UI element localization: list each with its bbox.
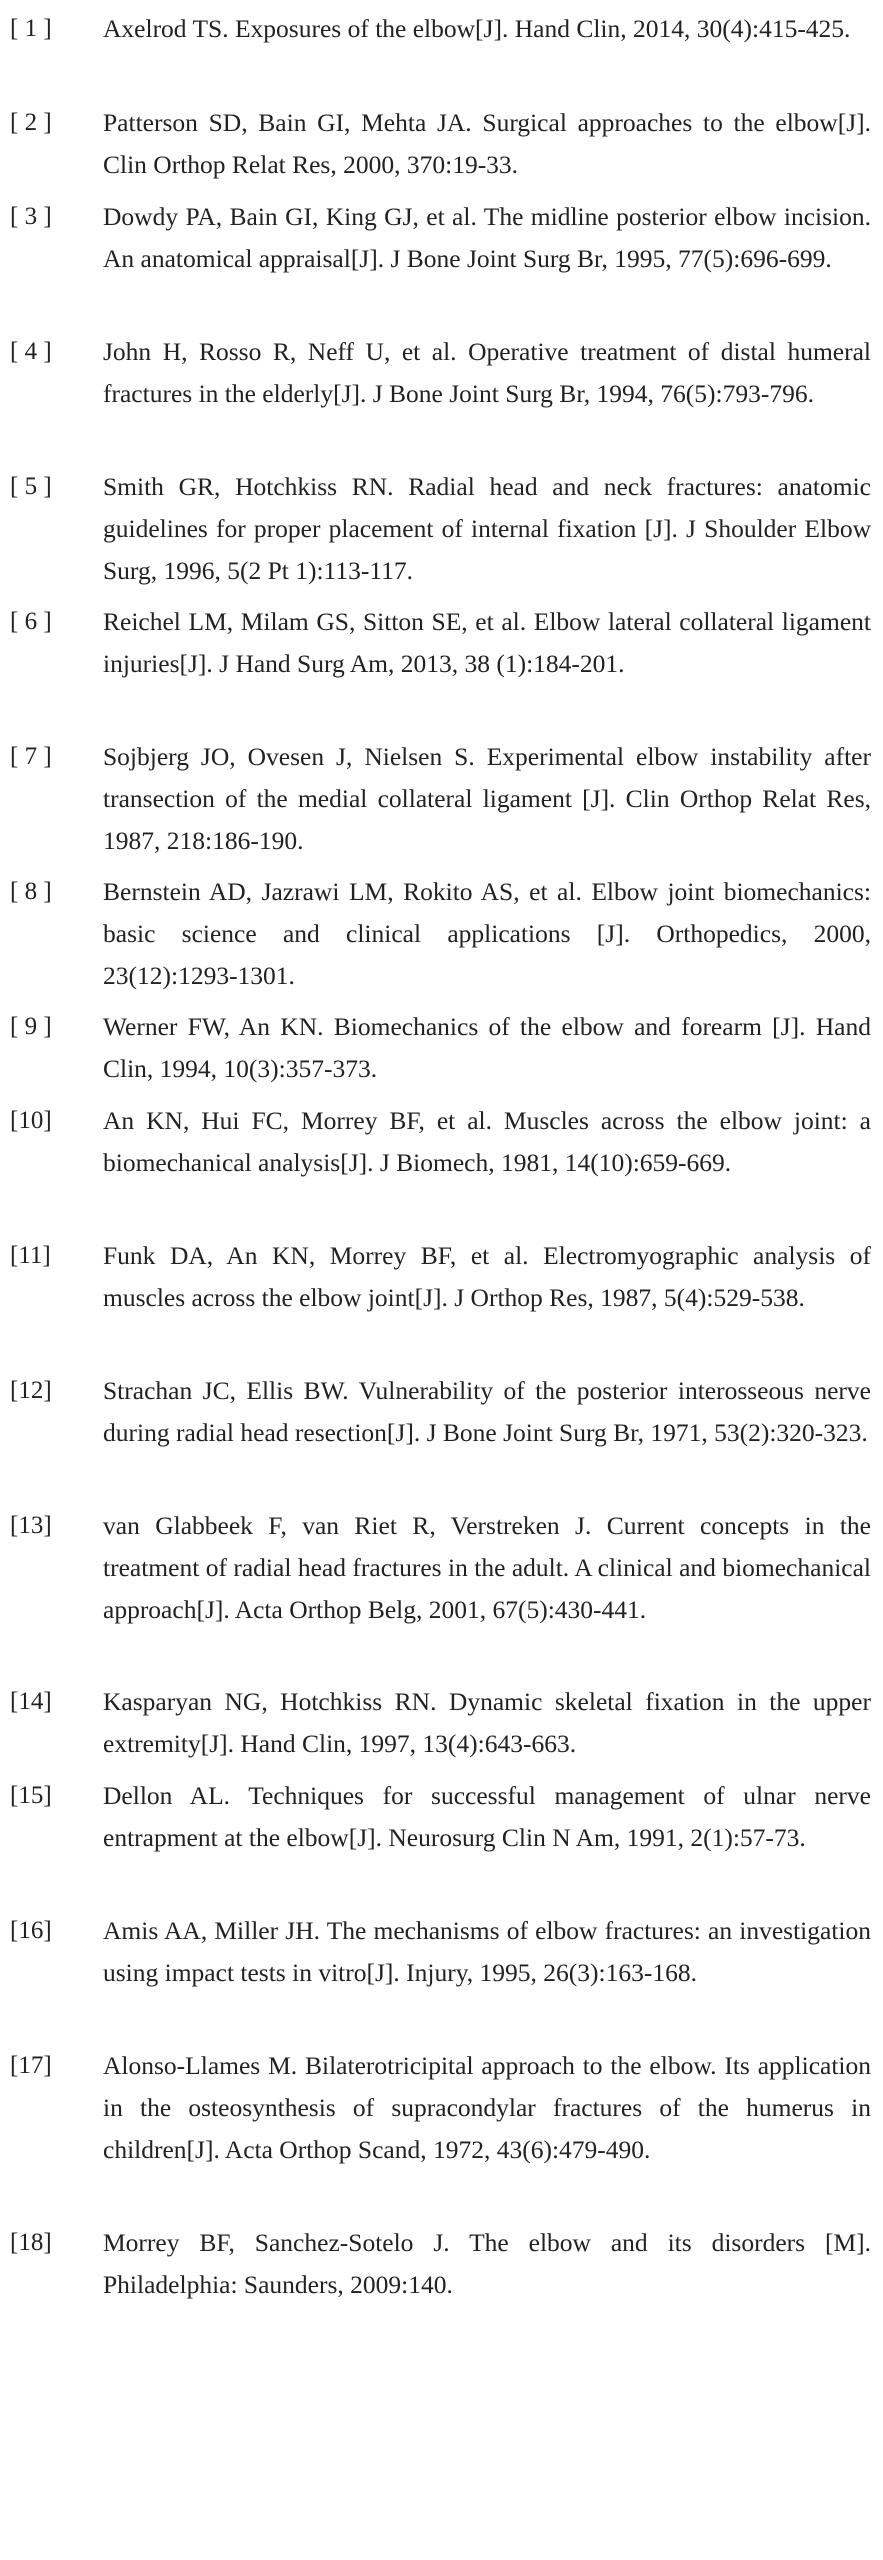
reference-number: [15]: [10, 1782, 52, 1809]
reference-number: [ 8 ]: [10, 878, 52, 905]
reference-number: [ 9 ]: [10, 1013, 52, 1040]
reference-text: Bernstein AD, Jazrawi LM, Rokito AS, et al. Elbow joint biomechanics: basic science and clinical applications [J]. Orthopedics, 2000, 23(12):1293-1301.: [103, 877, 871, 990]
reference-number: [17]: [10, 2052, 52, 2079]
reference-number: [16]: [10, 1917, 52, 1944]
reference-text: Patterson SD, Bain GI, Mehta JA. Surgical approaches to the elbow[J]. Clin Orthop Relat Res, 2000, 370:19-33.: [103, 108, 871, 179]
reference-text: Smith GR, Hotchkiss RN. Radial head and neck fractures: anatomic guidelines for proper placement of internal fixation [J]. J Shoulder Elbow Surg, 1996, 5(2 Pt 1):113-117.: [103, 472, 871, 585]
reference-text: Alonso-Llames M. Bilaterotricipital approach to the elbow. Its application in the osteosynthesis of supracondylar fractures of the humerus in children[J]. Acta Orthop Scand, 1972, 43(6):479-490.: [103, 2051, 871, 2164]
reference-text: Sojbjerg JO, Ovesen J, Nielsen S. Experimental elbow instability after transection of the medial collateral ligament [J]. Clin Orthop Relat Res, 1987, 218:186-190.: [103, 742, 871, 855]
reference-text: Werner FW, An KN. Biomechanics of the elbow and forearm [J]. Hand Clin, 1994, 10(3):357-373.: [103, 1012, 871, 1083]
reference-text: An KN, Hui FC, Morrey BF, et al. Muscles across the elbow joint: a biomechanical analysis[J]. J Biomech, 1981, 14(10):659-669.: [103, 1106, 871, 1177]
reference-number: [12]: [10, 1377, 52, 1404]
reference-text: Axelrod TS. Exposures of the elbow[J]. Hand Clin, 2014, 30(4):415-425.: [103, 14, 851, 43]
reference-text: van Glabbeek F, van Riet R, Verstreken J. Current concepts in the treatment of radial head fractures in the adult. A clinical and biomechanical approach[J]. Acta Orthop Belg, 2001, 67(5):430-441.: [103, 1511, 871, 1624]
reference-text: Dowdy PA, Bain GI, King GJ, et al. The midline posterior elbow incision. An anatomical appraisal[J]. J Bone Joint Surg Br, 1995, 77(5):696-699.: [103, 202, 871, 273]
reference-text: Funk DA, An KN, Morrey BF, et al. Electromyographic analysis of muscles across the elbow joint[J]. J Orthop Res, 1987, 5(4):529-538.: [103, 1241, 871, 1312]
reference-number: [ 1 ]: [10, 15, 52, 42]
reference-number: [13]: [10, 1512, 52, 1539]
reference-number: [11]: [10, 1242, 51, 1269]
reference-number: [ 5 ]: [10, 473, 52, 500]
reference-number: [14]: [10, 1688, 52, 1715]
reference-number: [18]: [10, 2229, 52, 2256]
reference-text: Amis AA, Miller JH. The mechanisms of elbow fractures: an investigation using impact tests in vitro[J]. Injury, 1995, 26(3):163-168.: [103, 1916, 871, 1987]
reference-text: Kasparyan NG, Hotchkiss RN. Dynamic skeletal fixation in the upper extremity[J]. Hand Clin, 1997, 13(4):643-663.: [103, 1687, 871, 1758]
reference-text: John H, Rosso R, Neff U, et al. Operative treatment of distal humeral fractures in the elderly[J]. J Bone Joint Surg Br, 1994, 76(5):793-796.: [103, 337, 871, 408]
reference-text: Strachan JC, Ellis BW. Vulnerability of the posterior interosseous nerve during radial head resection[J]. J Bone Joint Surg Br, 1971, 53(2):320-323.: [103, 1376, 871, 1447]
reference-number: [ 7 ]: [10, 743, 52, 770]
reference-text: Morrey BF, Sanchez-Sotelo J. The elbow and its disorders [M]. Philadelphia: Saunders, 2009:140.: [103, 2228, 871, 2299]
reference-number: [ 4 ]: [10, 338, 52, 365]
reference-text: Reichel LM, Milam GS, Sitton SE, et al. Elbow lateral collateral ligament injuries[J]. J Hand Surg Am, 2013, 38 (1):184-201.: [103, 607, 871, 678]
reference-number: [10]: [10, 1107, 52, 1134]
reference-text: Dellon AL. Techniques for successful management of ulnar nerve entrapment at the elbow[J]. Neurosurg Clin N Am, 1991, 2(1):57-73.: [103, 1781, 871, 1852]
reference-number: [ 2 ]: [10, 109, 52, 136]
reference-number: [ 6 ]: [10, 608, 52, 635]
reference-number: [ 3 ]: [10, 203, 52, 230]
